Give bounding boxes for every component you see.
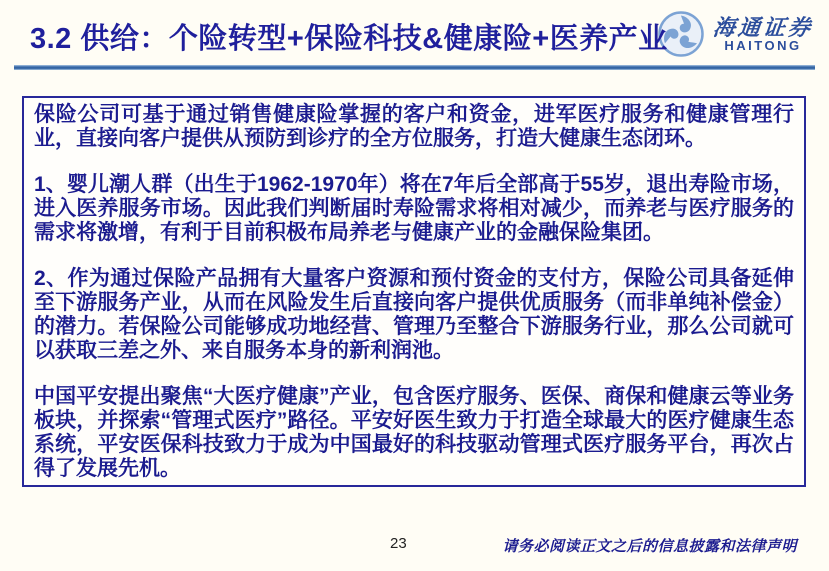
footer-disclaimer: 请务必阅读正文之后的信息披露和法律声明 (502, 538, 797, 555)
title-divider (14, 65, 815, 70)
paragraph-intro: 保险公司可基于通过销售健康险掌握的客户和资金，进军医疗服务和健康管理行业，直接向客户提供从预防到诊疗的全方位服务，打造大健康生态闭环。 (34, 103, 794, 150)
paragraph-point-2: 2、作为通过保险产品拥有大量客户资源和预付资金的支付方，保险公司具备延伸至下游服务产业，从而在风险发生后直接向客户提供优质服务（而非单纯补偿金）的潜力。若保险公司能够成功地经营、管理乃至整合下游服务行业，那么公司就可以获取三差之外、来自服务本身的新利润池。 (34, 267, 794, 362)
page-title: 3.2 供给：个险转型+保险科技&健康险+医养产业 (30, 23, 668, 55)
paragraph-pingan: 中国平安提出聚焦“大医疗健康”产业，包含医疗服务、医保、商保和健康云等业务板块，并探索“管理式医疗”路径。平安好医生致力于打造全球最大的医疗健康生态系统，平安医保科技致力于成为中国最好的科技驱动管理式医疗服务平台，再次占得了发展先机。 (34, 385, 794, 480)
content-box (22, 96, 806, 487)
page-number: 23 (390, 535, 407, 552)
paragraph-point-1: 1、婴儿潮人群（出生于1962-1970年）将在7年后全部高于55岁，退出寿险市场，进入医养服务市场。因此我们判断届时寿险需求将相对减少，而养老与医疗服务的需求将激增，有利于目前积极布局养老与健康产业的金融保险集团。 (34, 173, 794, 244)
logo-english-name: HAITONG (724, 37, 802, 53)
logo-chinese-name: 海通证券 (711, 14, 815, 40)
